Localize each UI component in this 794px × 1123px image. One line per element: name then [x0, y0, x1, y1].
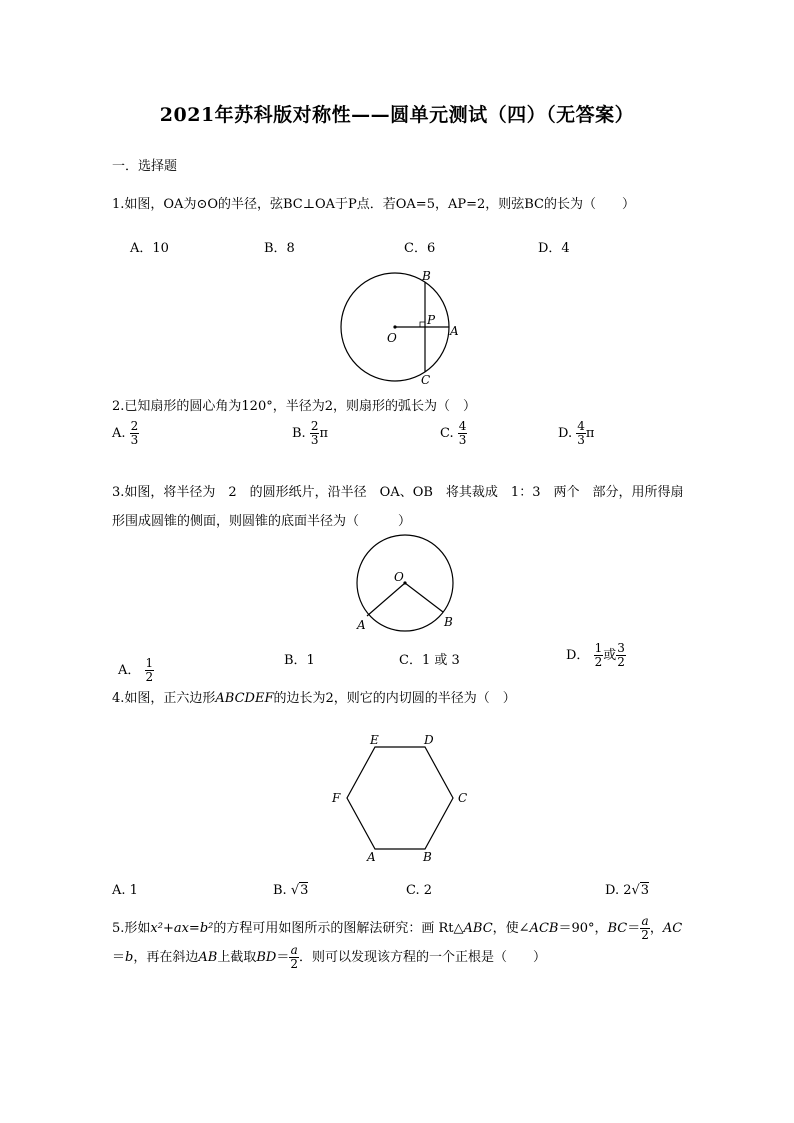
q2-option-c-prefix: C.	[440, 426, 454, 441]
section-heading: 一．选择题	[112, 159, 178, 174]
q5-text: ，使∠	[492, 921, 530, 936]
q5-segment-ab: AB	[198, 950, 218, 965]
q3-option-d-fraction-2	[616, 642, 626, 669]
q5-equation: x²+ax=b²	[150, 921, 214, 936]
fraction-numerator: 2	[310, 419, 319, 433]
q4-label-b: B	[423, 850, 432, 864]
q4-option-a: A. 1	[112, 883, 138, 898]
q4-option-c: C. 2	[406, 883, 433, 898]
q5-text: ＝	[627, 921, 641, 936]
q5-triangle-name: ABC	[463, 921, 493, 936]
fraction-denominator: 3	[130, 433, 139, 447]
fraction-denominator: 2	[594, 655, 603, 669]
q1-option-b: B．8	[264, 241, 295, 256]
q2-option-d-pi: π	[585, 426, 595, 441]
q5-text: ＝90°，	[558, 921, 608, 936]
q1-center-dot	[393, 325, 396, 328]
q5-stem-line2	[112, 944, 692, 971]
fraction-denominator: 2	[290, 957, 298, 971]
fraction-denominator: 3	[310, 433, 319, 447]
q3-option-d-or: 或	[603, 648, 617, 663]
q4-label-e: E	[370, 733, 379, 747]
page-title: 2021年苏科版对称性——圆单元测试（四）（无答案）	[159, 104, 635, 126]
q4-option-d: D. 2√3	[605, 883, 650, 898]
q4-stem-hexagon-name: ABCDEF	[215, 691, 274, 706]
q5-text: ．则可以发现该方程的一个正根是（ ）	[298, 950, 546, 965]
q3-option-d	[566, 642, 626, 669]
q3-radius-oa	[367, 583, 405, 616]
fraction-denominator: 3	[577, 433, 585, 447]
q5-fraction-bc	[640, 915, 650, 942]
q3-center-dot	[403, 581, 406, 584]
q5-fraction-bd	[289, 944, 299, 971]
q5-text: 上截取	[217, 950, 257, 965]
q5-segment-bd: BD	[256, 950, 277, 965]
q3-option-a-fraction	[145, 657, 155, 684]
q5-text: ＝	[112, 950, 126, 965]
q3-option-d-prefix: D．	[566, 648, 590, 663]
q4-label-c: C	[458, 791, 468, 805]
q3-option-a	[118, 642, 154, 684]
q3-circle-diagram	[345, 530, 465, 635]
q3-stem-line1: 3.如图，将半径为 2 的圆形纸片，沿半径 OA、OB 将其裁成 1：3 两个 部分，用所得扇	[112, 485, 684, 500]
q4-stem-pre: 4.如图，正六边形	[112, 691, 216, 706]
q4-stem-post: 的边长为2，则它的内切圆的半径为（ ）	[273, 691, 516, 706]
q4-hexagon	[347, 747, 453, 849]
q2-option-b	[292, 420, 328, 447]
q5-text: 5.形如	[112, 921, 151, 936]
q4-option-d-radicand: 3	[640, 883, 650, 898]
q3-label-o: O	[394, 570, 404, 584]
q3-stem-line2: 形围成圆锥的侧面，则圆锥的底面半径为（ ）	[112, 514, 412, 529]
q3-label-a: A	[357, 618, 366, 632]
q2-option-a-prefix: A.	[112, 426, 126, 441]
q3-label-b: B	[444, 615, 453, 629]
q1-label-p: P	[427, 313, 436, 327]
fraction-numerator: 4	[458, 419, 467, 433]
fraction-numerator: 2	[130, 419, 139, 433]
q5-text: ，再在斜边	[133, 950, 199, 965]
q2-option-a-fraction	[130, 420, 140, 447]
q5-angle-name: ACB	[529, 921, 559, 936]
q2-option-c	[440, 420, 467, 447]
fraction-denominator: 2	[641, 928, 649, 942]
q2-option-b-pi: π	[319, 426, 329, 441]
q4-label-f: F	[332, 791, 341, 805]
q4-option-b-prefix: B.	[273, 883, 287, 898]
q1-label-a: A	[450, 324, 459, 338]
q5-segment-ac: AC	[662, 921, 683, 936]
q3-option-a-prefix: A．	[118, 663, 141, 678]
q4-label-d: D	[424, 733, 434, 747]
fraction-numerator: 3	[617, 641, 625, 655]
q1-label-c: C	[421, 373, 431, 387]
q2-option-d-prefix: D.	[558, 426, 573, 441]
q5-var-b: b	[125, 950, 134, 965]
q1-label-o: O	[387, 331, 397, 345]
q5-text: ，	[649, 921, 663, 936]
q4-hexagon-diagram	[325, 730, 475, 865]
q1-option-a: A．10	[130, 241, 169, 256]
fraction-numerator: a	[290, 943, 298, 957]
q1-right-angle-mark	[420, 322, 425, 327]
q2-option-b-prefix: B.	[292, 426, 306, 441]
q4-option-b-radicand: 3	[300, 883, 309, 898]
q1-option-c: C．6	[404, 241, 436, 256]
q3-option-d-fraction-1	[594, 642, 604, 669]
q5-stem-line1	[112, 915, 692, 942]
fraction-denominator: 3	[458, 433, 467, 447]
q2-option-d	[558, 420, 594, 447]
fraction-numerator: 4	[577, 419, 585, 433]
fraction-denominator: 2	[145, 670, 154, 684]
q1-stem: 1.如图，OA为⊙O的半径，弦BC⊥OA于P点．若OA=5，AP=2，则弦BC的长为（ ）	[112, 197, 636, 212]
q2-stem: 2.已知扇形的圆心角为120°，半径为2，则扇形的弧长为（ ）	[112, 399, 476, 414]
q4-stem	[112, 690, 516, 708]
q2-option-d-fraction	[576, 420, 586, 447]
q1-label-b: B	[422, 269, 431, 283]
q1-circle-diagram	[330, 265, 470, 390]
q4-option-d-prefix: D. 2	[605, 883, 632, 898]
fraction-denominator: 2	[617, 655, 625, 669]
q3-radius-ob	[405, 583, 443, 612]
q1-option-d: D．4	[538, 241, 570, 256]
q5-text: ＝	[276, 950, 290, 965]
q5-text: 的方程可用如图所示的图解法研究：画 Rt△	[213, 921, 464, 936]
q4-label-a: A	[367, 850, 376, 864]
fraction-numerator: a	[641, 914, 649, 928]
q5-segment-bc: BC	[607, 921, 628, 936]
fraction-numerator: 1	[145, 656, 154, 670]
q2-option-a	[112, 420, 139, 447]
q3-option-b: B．1	[284, 653, 315, 668]
q4-option-b: B. √3	[273, 883, 309, 898]
fraction-numerator: 1	[594, 641, 603, 655]
q2-option-c-fraction	[458, 420, 468, 447]
q3-option-c: C．1 或 3	[399, 653, 460, 668]
